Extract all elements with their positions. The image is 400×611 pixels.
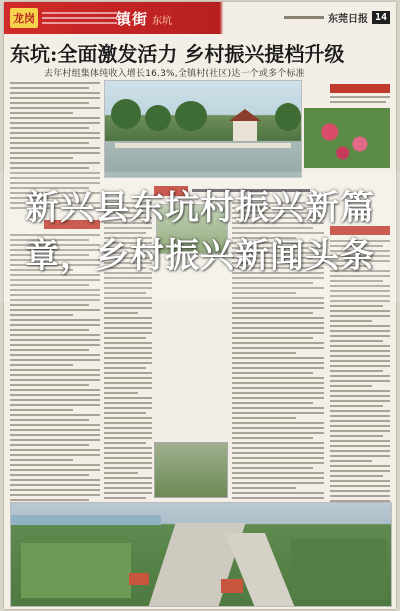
- headline: 东坑:全面激发活力 乡村振兴提档升级: [10, 42, 345, 66]
- subheadline: 去年村组集体纯收入增长16.3%,全镇村(社区)达一个或多个标准: [44, 69, 305, 79]
- masthead: [4, 2, 396, 34]
- masthead-left: [10, 7, 117, 29]
- sidebar-heading-bar: [330, 84, 390, 93]
- section-title-main: 镇街: [116, 10, 149, 28]
- masthead-brand: 东莞日报: [327, 14, 368, 25]
- masthead-small-print: [42, 9, 117, 27]
- masthead-date-line: [284, 16, 324, 19]
- masthead-logo-text: 龙岗: [13, 12, 35, 25]
- text-column-right: [304, 96, 390, 106]
- newspaper-page: [4, 2, 396, 609]
- bridge: [115, 143, 291, 148]
- masthead-right: [284, 10, 390, 25]
- section-title: [116, 8, 172, 29]
- photo-inset-lower: [154, 442, 228, 498]
- section-title-sub: 东坑: [152, 16, 173, 27]
- overlay-title: 新兴县东坑村振兴新篇章，乡村振兴新闻头条: [25, 188, 375, 276]
- photo-aerial-village: [10, 502, 392, 607]
- masthead-logo: [10, 8, 38, 28]
- photo-flowers: [304, 108, 390, 168]
- pavilion-roof: [225, 109, 265, 121]
- aerial-road-2: [225, 533, 297, 607]
- photo-pavilion-lake: [104, 80, 302, 178]
- pavilion-body: [233, 121, 257, 141]
- page-number: 14: [372, 11, 390, 24]
